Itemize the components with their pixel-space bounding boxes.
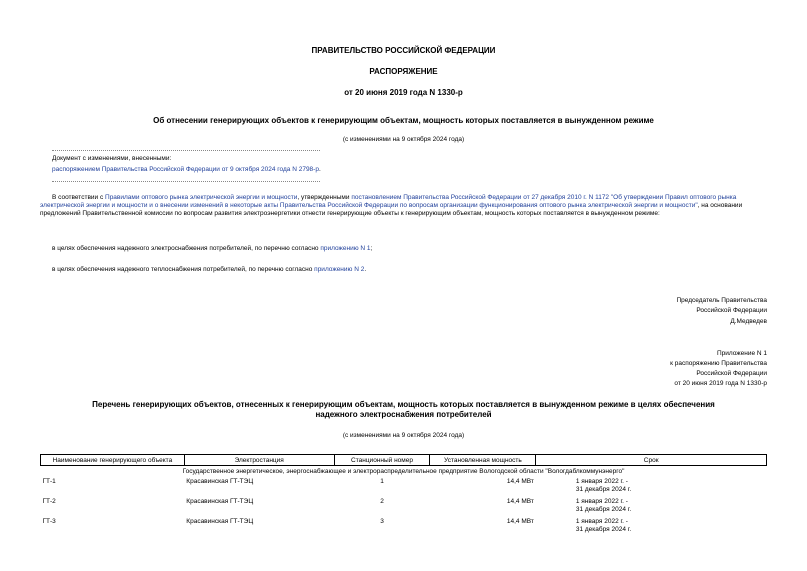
decree-link[interactable]: постановлением Правительства Российской Федерации от 27 декабря 2010 г. N 1172 "Об утверждении Правил оптового рынка электрической энергии и мощности и о внесении изменений в некоторые акты Правительства Российской Федерации по вопросам организации функционирования оптового рынка электрической энергии и мощности" <box>40 194 737 209</box>
appendix-country: Российской Федерации <box>696 370 767 377</box>
item1-tail: ; <box>370 245 373 252</box>
appendix-date: от 20 июня 2019 года N 1330-р <box>674 380 767 387</box>
cell-number: 3 <box>380 517 384 525</box>
list-item-2 <box>52 266 366 274</box>
cell-power: 14,4 МВт <box>506 477 534 485</box>
appendix-title-line1: Перечень генерирующих объектов, отнесенных к генерирующим объектам, мощность которых поставляется в вынужденном режиме в целях обеспечения <box>92 400 715 409</box>
cell-name: ГТ-1 <box>42 477 56 485</box>
table-header-row <box>41 455 767 466</box>
cell-name: ГТ-3 <box>42 517 56 525</box>
table-row <box>41 518 767 538</box>
objects-table <box>40 454 767 538</box>
signature-country: Российской Федерации <box>696 307 767 314</box>
table-row <box>41 478 767 498</box>
col-header-number: Станционный номер <box>334 455 430 466</box>
cell-term <box>536 478 767 498</box>
signature-title: Председатель Правительства <box>676 297 767 304</box>
body-text-2: , утвержденными <box>297 194 352 201</box>
cell-name: ГТ-2 <box>42 497 56 505</box>
term-end: 31 декабря 2024 г. <box>575 485 632 493</box>
term-start: 1 января 2022 г. - <box>575 497 628 505</box>
appendix2-link[interactable]: приложению N 2 <box>314 266 365 273</box>
signature-name: Д.Медведев <box>730 318 767 325</box>
term-start: 1 января 2022 г. - <box>575 517 628 525</box>
appendix-revision: (с изменениями на 9 октября 2024 года) <box>342 432 465 439</box>
col-header-power: Установленная мощность <box>430 455 536 466</box>
changes-link-tail: . <box>318 166 321 173</box>
appendix-ref: к распоряжению Правительства <box>670 360 767 367</box>
appendix-title-line2: надежного электроснабжения потребителей <box>315 410 492 419</box>
changes-link[interactable]: распоряжением Правительства Российской Федерации от 9 октября 2024 года N 2798-р <box>52 166 319 173</box>
appendix-number: Приложение N 1 <box>716 350 767 357</box>
cell-plant: Красавинская ГТ-ТЭЦ <box>186 477 254 485</box>
cell-power: 14,4 МВт <box>506 517 534 525</box>
col-header-term: Срок <box>536 455 767 466</box>
rules-link[interactable]: Правилами оптового рынка электрической энергии и мощности <box>105 194 298 201</box>
cell-term <box>536 518 767 538</box>
cell-number: 2 <box>380 497 384 505</box>
item1-text: в целях обеспечения надежного электроснабжения потребителей, по перечню согласно <box>52 245 321 252</box>
term-end: 31 декабря 2024 г. <box>575 505 632 513</box>
term-end: 31 декабря 2024 г. <box>575 525 632 533</box>
group-label: Государственное энергетическое, энергоснабжающее и электрораспределительное предприятие Вологодской области "Вологдаблкоммунэнерго" <box>182 468 625 475</box>
body-text-3: , на основании предложений Правительственной комиссии по вопросам развития электроэнергетики отнести генерирующие объекты к генерирующим объектам, мощность которых поставляется в вынужденном режиме: <box>40 202 743 217</box>
item2-text: в целях обеспечения надежного теплоснабжения потребителей, по перечню согласно <box>52 266 315 273</box>
cell-number: 1 <box>380 477 384 485</box>
doc-type-heading: РАСПОРЯЖЕНИЕ <box>369 67 438 76</box>
table-row <box>41 498 767 518</box>
changes-entry <box>52 166 321 174</box>
appendix1-link[interactable]: приложению N 1 <box>320 245 371 252</box>
term-start: 1 января 2022 г. - <box>575 477 628 485</box>
government-heading: ПРАВИТЕЛЬСТВО РОССИЙСКОЙ ФЕДЕРАЦИИ <box>311 46 496 55</box>
body-text-1: В соответствии с <box>52 194 106 201</box>
col-header-plant: Электростанция <box>184 455 334 466</box>
item2-tail: . <box>364 266 367 273</box>
date-number: от 20 июня 2019 года N 1330-р <box>344 88 463 97</box>
document-title: Об отнесении генерирующих объектов к генерирующим объектам, мощность которых поставляется в вынужденном режиме <box>153 116 654 125</box>
cell-plant: Красавинская ГТ-ТЭЦ <box>186 497 254 505</box>
changes-divider-top <box>52 150 320 151</box>
table-group-row <box>41 466 767 478</box>
revision-note: (с изменениями на 9 октября 2024 года) <box>342 136 465 143</box>
changes-label: Документ с изменениями, внесенными: <box>52 155 172 162</box>
cell-term <box>536 498 767 518</box>
body-paragraph <box>40 194 767 218</box>
cell-power: 14,4 МВт <box>506 497 534 505</box>
cell-plant: Красавинская ГТ-ТЭЦ <box>186 517 254 525</box>
col-header-object: Наименование генерирующего объекта <box>41 455 185 466</box>
changes-divider-bottom <box>52 181 320 182</box>
list-item-1 <box>52 245 372 253</box>
